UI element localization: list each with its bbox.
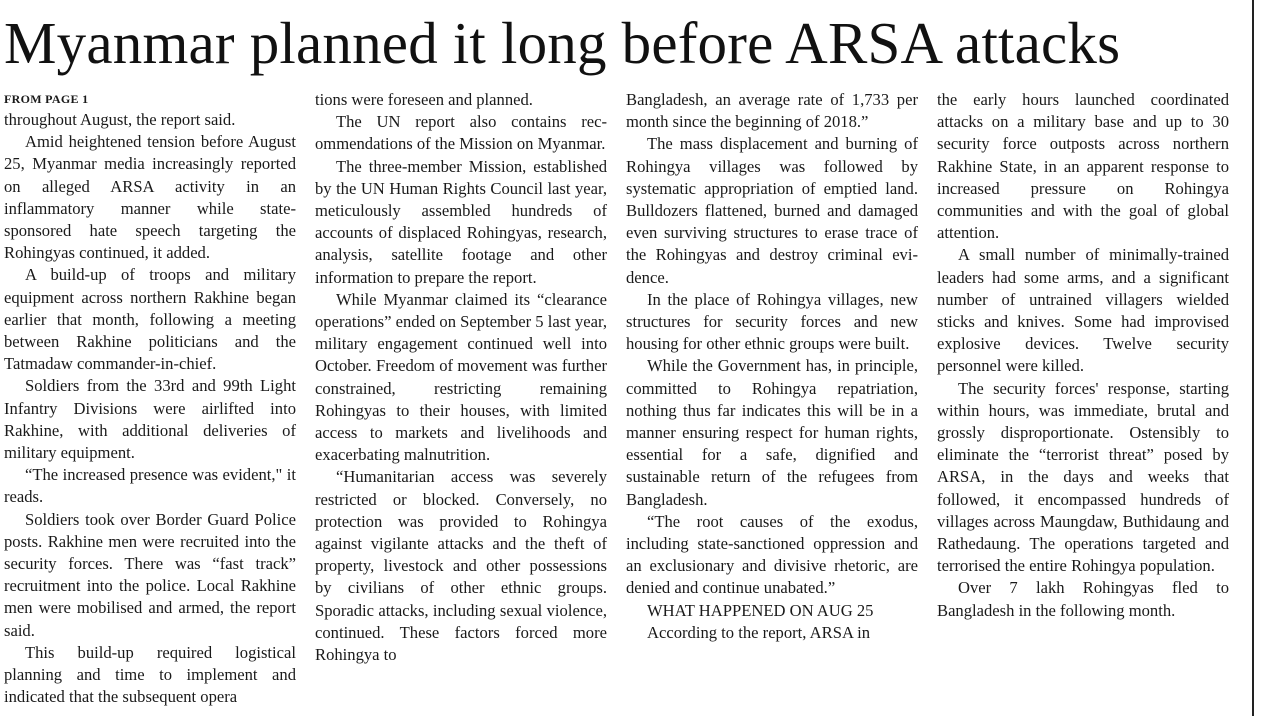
- paragraph: the early hours launched coordinated attacks on a military base and up to 30 security force outposts across northern Rakhine State, in an apparent response to increased pressure on Rohingya communities and with the goal of global attention.: [937, 90, 1229, 243]
- paragraph: “The increased presence was evident," it reads.: [4, 465, 296, 507]
- article-column-3: [626, 89, 918, 644]
- column-rule: [1252, 0, 1254, 716]
- paragraph: Soldiers from the 33rd and 99th Light Infantry Divisions were airlifted into Rakhine, with additional deliveries of military equipment.: [4, 376, 296, 463]
- paragraph: While Myanmar claimed its “clearance operations” ended on September 5 last year, military engagement continued well into October. Freedom of movement was further constrained, restricting remaining Rohingyas to their houses, with limited access to markets and livelihoods and exacerbating malnutrition.: [315, 289, 607, 465]
- continuation-kicker: FROM PAGE 1: [4, 92, 89, 106]
- paragraph: The security forces' response, starting within hours, was immediate, brutal and grossly disproportionate. Ostensibly to eliminate the “terrorist threat” posed by ARSA, in the days and weeks that followed, it encompassed hundreds of villages across Maungdaw, Buthidaung and Rathedaung. The operations targeted and terrorised the entire Rohingya population.: [937, 378, 1229, 576]
- paragraph: “Humanitarian access was severely restricted or blocked. Conversely, no protection was provided to Rohingya against vigilante attacks and the theft of property, livestock and other possessions by civilians of other ethnic groups. Sporadic attacks, including sexual violence, continued. These factors forced more Rohingya to: [315, 467, 607, 665]
- paragraph: A build-up of troops and military equipment across northern Rakhine began earlier that month, following a meeting between Rakhine politicians and the Tatmadaw commander-in-chief.: [4, 265, 296, 374]
- subheading: WHAT HAPPENED ON AUG 25: [647, 600, 874, 620]
- paragraph: Bangladesh, an average rate of 1,733 per month since the beginning of 2018.”: [626, 90, 918, 132]
- paragraph: The UN report also contains recommendations of the Mission on Myanmar.: [315, 112, 607, 154]
- paragraph: This build-up required logistical planning and time to implement and indicated that the subsequent opera: [4, 642, 296, 707]
- paragraph: According to the report, ARSA in: [647, 622, 871, 642]
- headline: Myanmar planned it long before ARSA attacks: [4, 10, 1121, 76]
- paragraph: Over 7 lakh Rohingyas fled to Bangladesh in the following month.: [937, 578, 1229, 620]
- paragraph: The three-member Mission, established by the UN Human Rights Council last year, meticulously assembled hundreds of accounts of displaced Rohingyas, research, analysis, satellite footage and other information to prepare the report.: [315, 156, 607, 287]
- paragraph: Amid heightened tension before August 25, Myanmar media increasingly reported on alleged ARSA activity in an inflammatory manner while state-sponsored hate speech targeting the Rohingyas continued, it added.: [4, 132, 296, 263]
- article-column-1: [4, 89, 296, 708]
- paragraph: The mass displacement and burning of Rohingya villages was followed by systematic appropriation of emptied land. Bulldozers flattened, burned and damaged even surviving structures to erase trace of the Rohingyas and destroy criminal evidence.: [626, 134, 918, 287]
- paragraph: “The root causes of the exodus, including state-sanctioned oppression and an exclusionary and divisive rhetoric, are denied and continue unabated.”: [626, 511, 918, 598]
- paragraph: A small number of minimally-trained leaders had some arms, and a significant number of untrained villagers wielded sticks and knives. Some had improvised explosive devices. Twelve security personnel were killed.: [937, 245, 1229, 376]
- paragraph: While the Government has, in principle, committed to Rohingya repatriation, nothing thus far indicates this will be in a manner ensuring respect for human rights, essential for a safe, dignified and sustainable return of the refugees from Bangladesh.: [626, 356, 918, 509]
- article-column-2: [315, 89, 607, 666]
- paragraph: Soldiers took over Border Guard Police posts. Rakhine men were recruited into the security forces. There was “fast track” recruitment into the police. Local Rakhine men were mobilised and armed, the report said.: [4, 509, 296, 640]
- paragraph: tions were foreseen and planned.: [315, 90, 533, 109]
- paragraph: In the place of Rohingya villages, new structures for security forces and new housing for other ethnic groups were built.: [626, 289, 918, 354]
- article-column-4: [937, 89, 1229, 622]
- paragraph: throughout August, the report said.: [4, 110, 236, 129]
